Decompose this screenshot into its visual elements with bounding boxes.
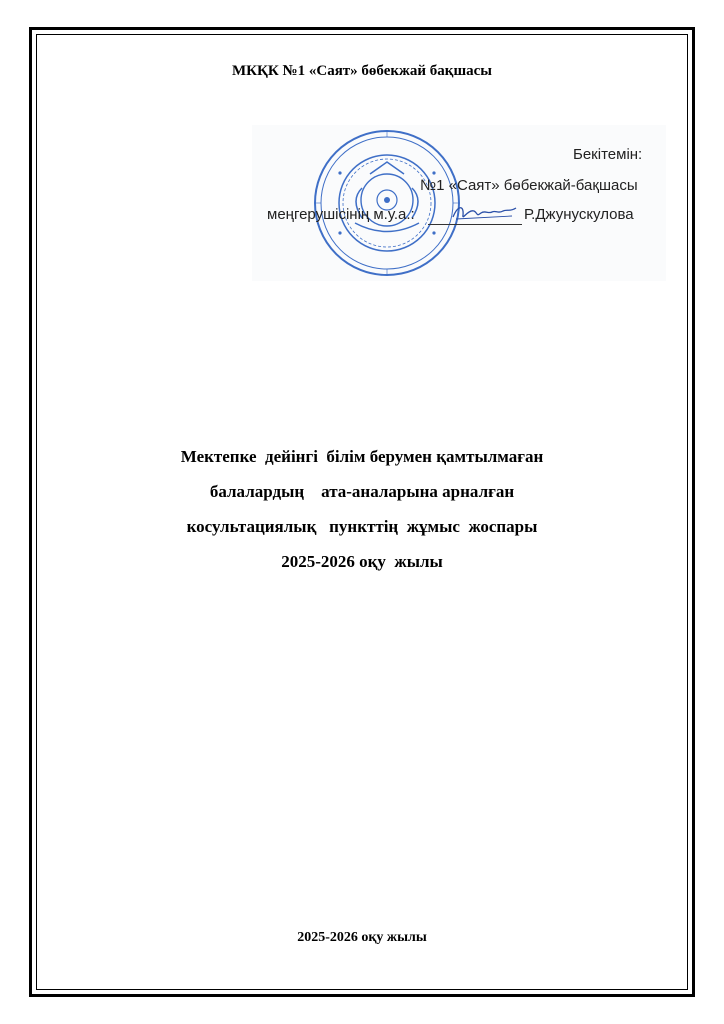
footer-year: 2025-2026 оқу жылы (297, 930, 427, 945)
document-title (0, 445, 724, 585)
approver-name: Р.Джунускулова (524, 206, 634, 223)
official-seal-icon (310, 128, 464, 278)
approval-position: меңгерушісінің м.у.а.: (267, 206, 415, 223)
title-line: балалардың ата-аналарына арналған (209, 482, 515, 501)
title-line: 2025-2026 оқу жылы (281, 552, 443, 571)
approval-organization: №1 «Саят» бөбекжай-бақшасы (420, 177, 638, 194)
organization-header: МКҚК №1 «Саят» бөбекжай бақшасы (232, 63, 492, 79)
signature-icon (450, 201, 520, 223)
signature-line (428, 224, 522, 225)
approval-label: Бекітемін: (573, 146, 643, 163)
title-line: косультациялық пункттің жұмыс жоспары (186, 517, 538, 536)
title-line: Мектепке дейінгі білім берумен қамтылмаған (180, 447, 544, 466)
